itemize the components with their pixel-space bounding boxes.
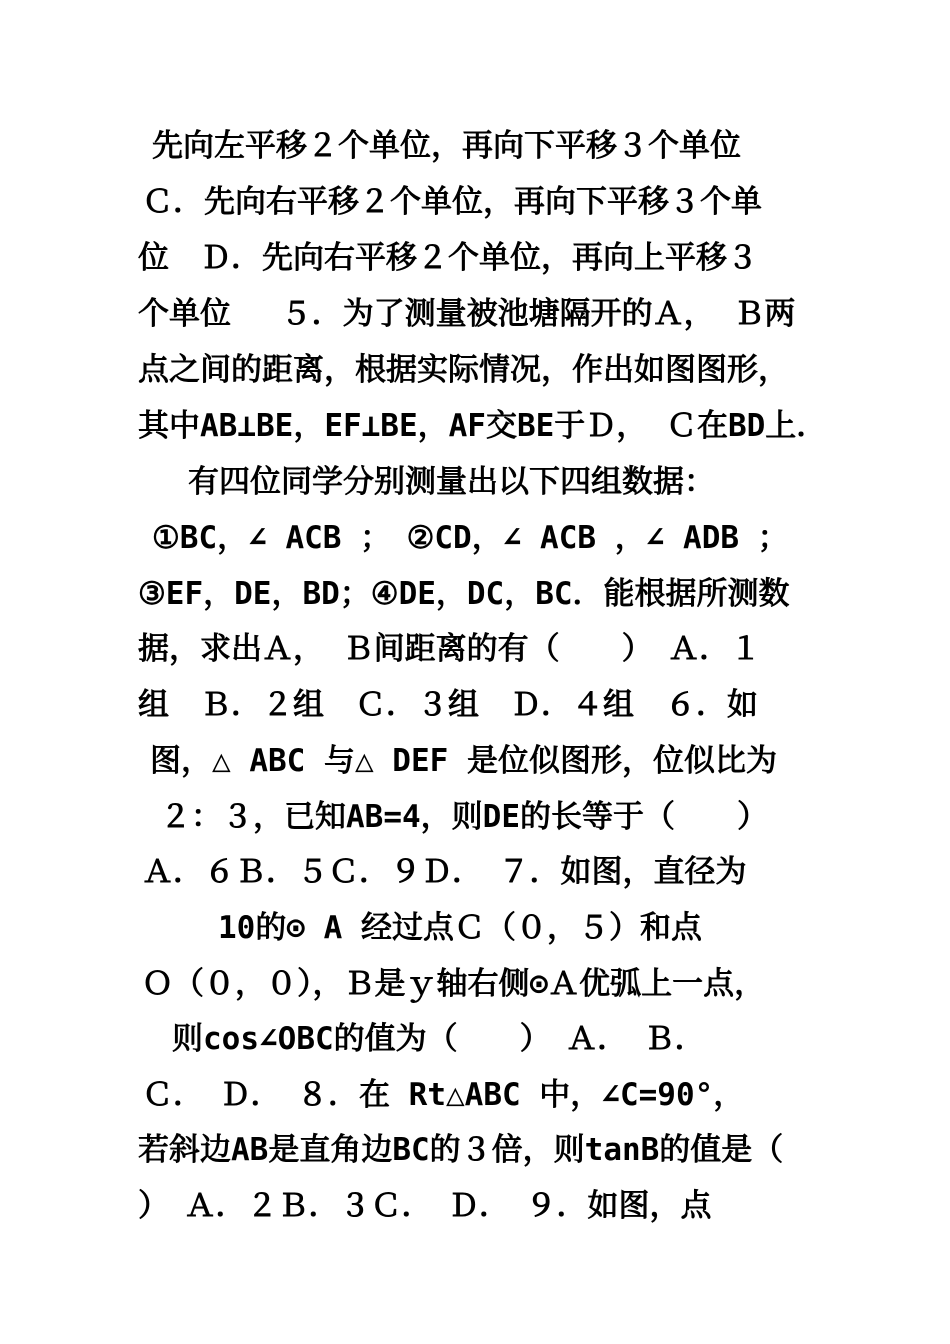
text-line-1: 先向左平移２个单位，再向下平移３个单位 [152,128,741,164]
text-line-5: 点之间的距离，根据实际情况，作出如图图形， [138,352,789,388]
text-line-10: 据，求出Ａ， Ｂ间距离的有（ ） Ａ．１ [138,631,762,667]
text-line-12: 图，△ ABC 与△ DEF 是位似图形，位似比为 [150,743,777,779]
text-line-13: ２：３，已知AB=4，则DE的长等于（ ） [160,799,768,835]
text-line-18: Ｃ． Ｄ． ８．在 Rt△ABC 中，∠C=90°， [142,1077,745,1113]
text-line-17: 则cos∠OBC的值为（ ） Ａ． Ｂ． [172,1021,706,1057]
text-line-6: 其中AB⊥BE，EF⊥BE，AF交BE于Ｄ， Ｃ在BD上． [138,408,828,444]
text-line-7: 有四位同学分别测量出以下四组数据： [188,464,715,500]
text-line-2: Ｃ．先向右平移２个单位，再向下平移３个单 [142,184,762,220]
text-line-14: Ａ．６Ｂ．５Ｃ．９Ｄ． ７．如图，直径为 [142,854,747,890]
text-line-11: 组 Ｂ．２组 Ｃ．３组 Ｄ．４组 ６．如 [138,687,758,723]
text-line-3: 位 Ｄ．先向右平移２个单位，再向上平移３ [138,240,758,276]
text-line-19: 若斜边AB是直角边BC的３倍，则tanB的值是（ [138,1132,784,1168]
text-line-16: Ｏ（０，０），Ｂ是ｙ轴右侧⊙Ａ优弧上一点， [142,966,766,1002]
text-line-15: 10的⊙ A 经过点Ｃ（０，５）和点 [218,910,702,946]
text-line-8: ①BC，∠ ACB ； ②CD，∠ ACB ，∠ ADB ； [152,520,789,556]
text-line-4: 个单位 ５．为了测量被池塘隔开的Ａ， Ｂ两 [138,296,796,332]
text-line-9: ③EF，DE，BD；④DE，DC，BC．能根据所测数 [138,576,790,612]
text-line-20: ） Ａ．２Ｂ．３Ｃ． Ｄ． ９．如图，点 [138,1188,712,1224]
